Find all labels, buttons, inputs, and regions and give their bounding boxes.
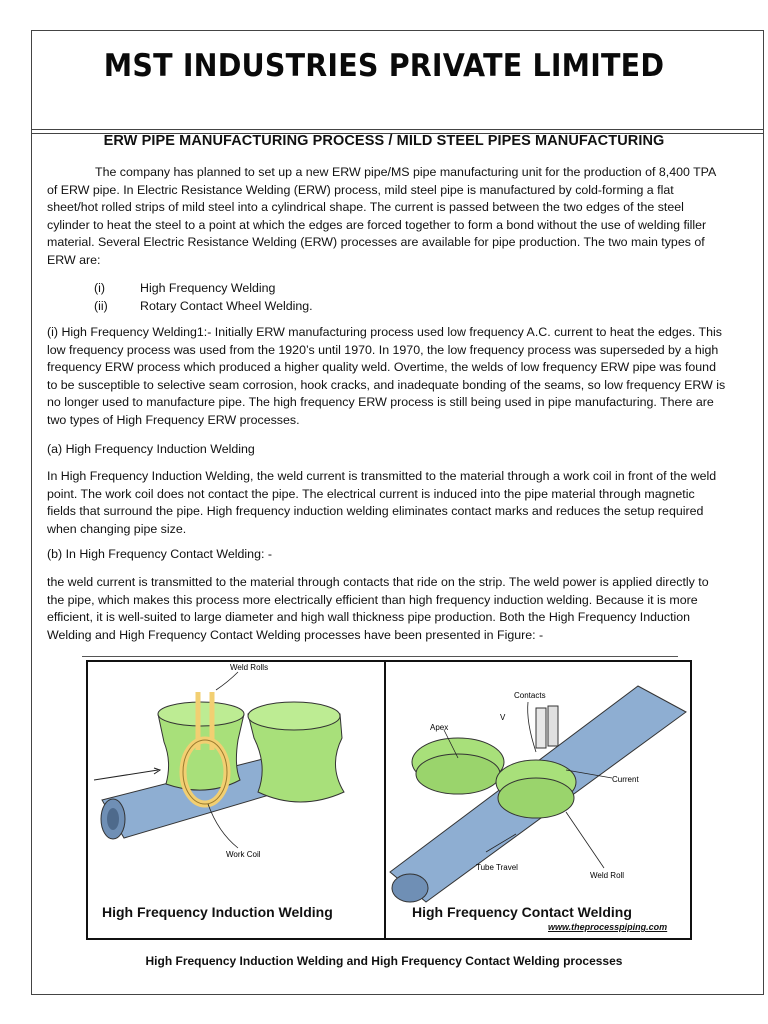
weld-roll-leader — [566, 812, 604, 868]
company-name: MST INDUSTRIES PRIVATE LIMITED — [103, 48, 665, 84]
v-callout: V — [500, 713, 506, 722]
induction-welding-illustration — [88, 662, 384, 938]
erw-types-list — [94, 279, 313, 315]
weld-roll-upper — [412, 738, 504, 794]
current-arrow — [94, 770, 158, 780]
current-callout: Current — [612, 775, 639, 784]
weld-rolls-leader — [216, 672, 238, 690]
contact-welding-illustration — [386, 662, 690, 938]
section-title: ERW PIPE MANUFACTURING PROCESS / MILD STEEL PIPES MANUFACTURING — [103, 133, 665, 149]
list-item-label: High Frequency Welding — [140, 281, 276, 295]
figure-top-rule — [82, 656, 678, 657]
intro-paragraph — [47, 164, 727, 269]
weld-roll-lower — [496, 760, 576, 818]
list-item-label: Rotary Contact Wheel Welding. — [140, 299, 313, 313]
induction-paragraph: In High Frequency Induction Welding, the weld current is transmitted to the material through a work coil in front of the weld point. The work coil does not contact the pipe. The electrical current is induced into the pipe material through magnetic fields that surround the pipe. High frequency induction welding eliminates contact marks and reduces the setup required when changing pipe size. — [47, 469, 717, 536]
contact-heading: (b) In High Frequency Contact Welding: - — [47, 547, 272, 561]
induction-heading: (a) High Frequency Induction Welding — [47, 442, 255, 456]
list-item — [94, 297, 313, 315]
source-link[interactable]: www.theprocesspiping.com — [548, 922, 668, 932]
weld-roll-right — [248, 702, 344, 802]
weld-roll-left — [158, 702, 244, 790]
arrow-head — [154, 768, 160, 774]
work-coil-callout: Work Coil — [226, 850, 261, 859]
contacts-leader — [528, 702, 536, 752]
list-item — [94, 279, 313, 297]
apex-callout: Apex — [430, 723, 449, 732]
contact-figure-title: High Frequency Contact Welding — [412, 904, 632, 920]
weld-rolls-callout: Weld Rolls — [230, 663, 269, 672]
contacts-callout: Contacts — [514, 691, 546, 700]
contacts-shape — [536, 706, 558, 748]
figure-caption: High Frequency Induction Welding and High Frequency Contact Welding processes — [145, 954, 623, 968]
tube-travel-callout: Tube Travel — [476, 863, 518, 872]
intro-text: The company has planned to set up a new ERW pipe/MS pipe manufacturing unit for the production of 8,400 TPA of ERW pipe. In Electric Resistance Welding (ERW) process, mild steel pipe is manufactured by cold-forming a flat sheet/hot rolled strips of mild steel into a cylindrical shape. The current is passed between the two edges of the steel cylinder to heat the steel to a point at which the edges are forced together to form a bond without the use of welding filler material. Several Electric Resistance Welding (ERW) processes are available for pipe production. The two main types of ERW are: — [47, 165, 716, 267]
contact-paragraph: the weld current is transmitted to the material through contacts that ride on the strip. The weld power is applied directly to the pipe, which makes this process more electrically efficient than high frequency induction welding. Because it is more efficient, it is well-suited to large diameter and high wall thickness pipe production. Both the High Frequency Induction Welding and High Frequency Contact Welding processes have been presented in Figure: - — [47, 575, 709, 642]
list-item-number: (i) — [94, 281, 106, 295]
induction-figure-title: High Frequency Induction Welding — [102, 904, 333, 920]
list-item-number: (ii) — [94, 299, 108, 313]
weld-roll-callout: Weld Roll — [590, 871, 625, 880]
hf-welding-paragraph: (i) High Frequency Welding1:- Initially ERW manufacturing process used low frequency A.C. current to heat the edges. This low frequency process was used from the 1920’s until 1970. In 1970, the low frequency process was superseded by a high frequency ERW process which produced a higher quality weld. Overtime, the welds of low frequency ERW pipe was found to be susceptible to selective seam corrosion, hook cracks, and inadequate bonding of the seams, so low frequency ERW is no longer used to manufacture pipe. The high frequency ERW process is still being used in pipe manufacturing. There are two types of High Frequency ERW processes. — [47, 325, 726, 427]
